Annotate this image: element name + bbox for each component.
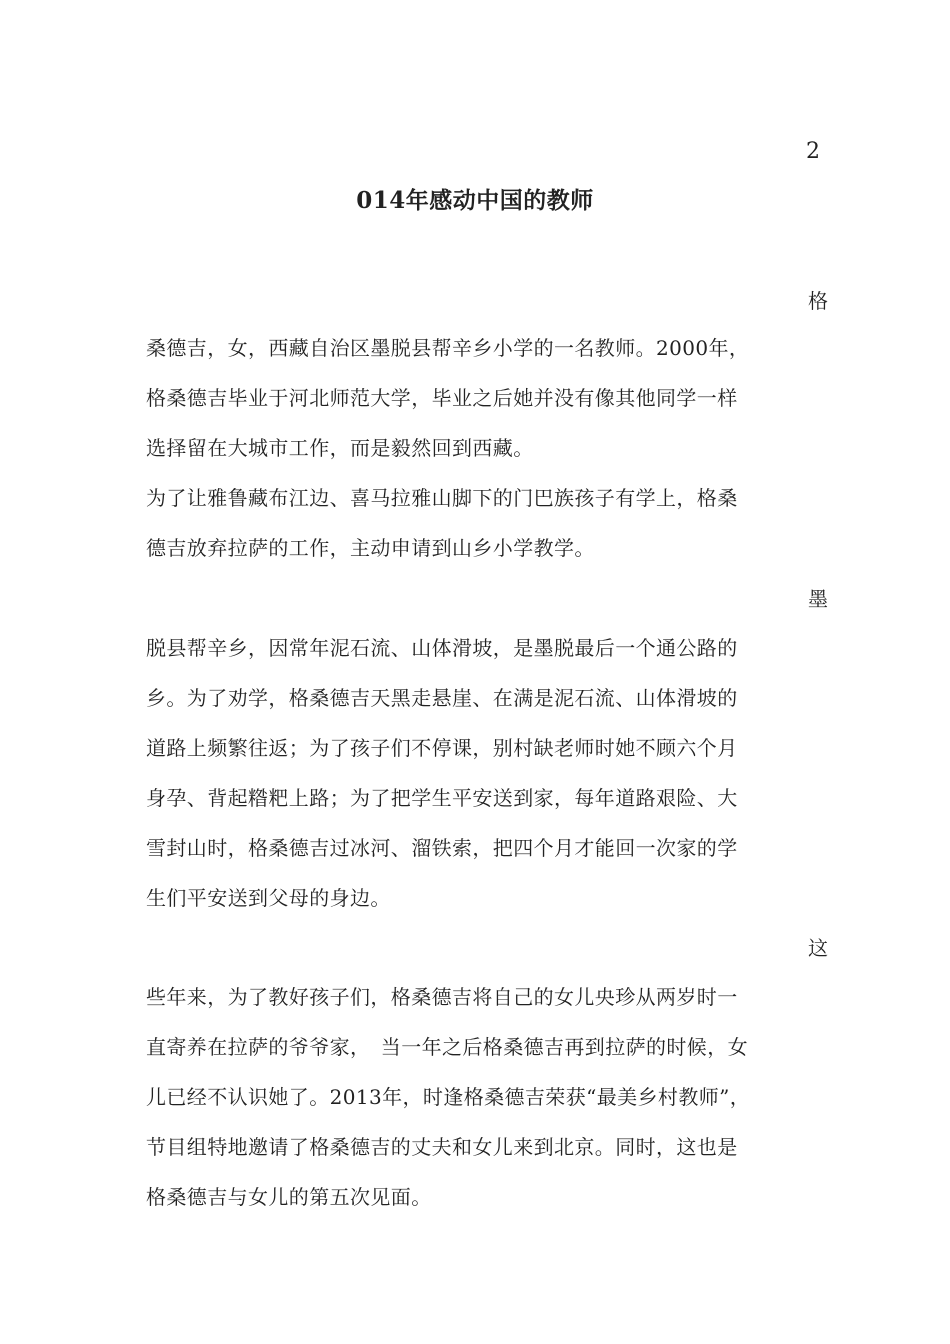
section-2-first-char: 墨 — [808, 587, 828, 611]
text-line: 身孕、背起糌粑上路；为了把学生平安送到家，每年道路艰险、大 — [146, 786, 738, 810]
text-line: 德吉放弃拉萨的工作，主动申请到山乡小学教学。 — [146, 536, 595, 560]
page-title: 014年感动中国的教师 — [356, 187, 594, 214]
text-line: 为了让雅鲁藏布江边、喜马拉雅山脚下的门巴族孩子有学上，格桑 — [146, 486, 738, 510]
text-line: 格桑德吉毕业于河北师范大学，毕业之后她并没有像其他同学一样 — [146, 386, 738, 410]
text-line: 格桑德吉与女儿的第五次见面。 — [146, 1185, 432, 1209]
title-first-char: 2 — [806, 139, 820, 164]
text-line: 雪封山时，格桑德吉过冰河、溜铁索，把四个月才能回一次家的学 — [146, 836, 738, 860]
text-line: 生们平安送到父母的身边。 — [146, 886, 391, 910]
section-1-paragraph — [146, 323, 818, 573]
text-line: 直寄养在拉萨的爷爷家， 当一年之后格桑德吉再到拉萨的时候，女 — [146, 1035, 748, 1059]
text-line: 选择留在大城市工作，而是毅然回到西藏。 — [146, 436, 534, 460]
section-3-paragraph — [146, 972, 818, 1222]
text-line: 桑德吉，女，西藏自治区墨脱县帮辛乡小学的一名教师。2000年， — [146, 336, 750, 360]
text-line: 儿已经不认识她了。2013年，时逢格桑德吉荣获“最美乡村教师”， — [146, 1085, 751, 1109]
text-line: 乡。为了劝学，格桑德吉天黑走悬崖、在满是泥石流、山体滑坡的 — [146, 686, 738, 710]
text-line: 节目组特地邀请了格桑德吉的丈夫和女儿来到北京。同时，这也是 — [146, 1135, 738, 1159]
section-2-paragraph — [146, 623, 818, 923]
section-1-first-char: 格 — [808, 289, 828, 313]
text-line: 些年来，为了教好孩子们，格桑德吉将自己的女儿央珍从两岁时一 — [146, 985, 738, 1009]
text-line: 脱县帮辛乡，因常年泥石流、山体滑坡，是墨脱最后一个通公路的 — [146, 636, 738, 660]
text-line: 道路上频繁往返；为了孩子们不停课，别村缺老师时她不顾六个月 — [146, 736, 738, 760]
section-3-first-char: 这 — [808, 936, 828, 960]
